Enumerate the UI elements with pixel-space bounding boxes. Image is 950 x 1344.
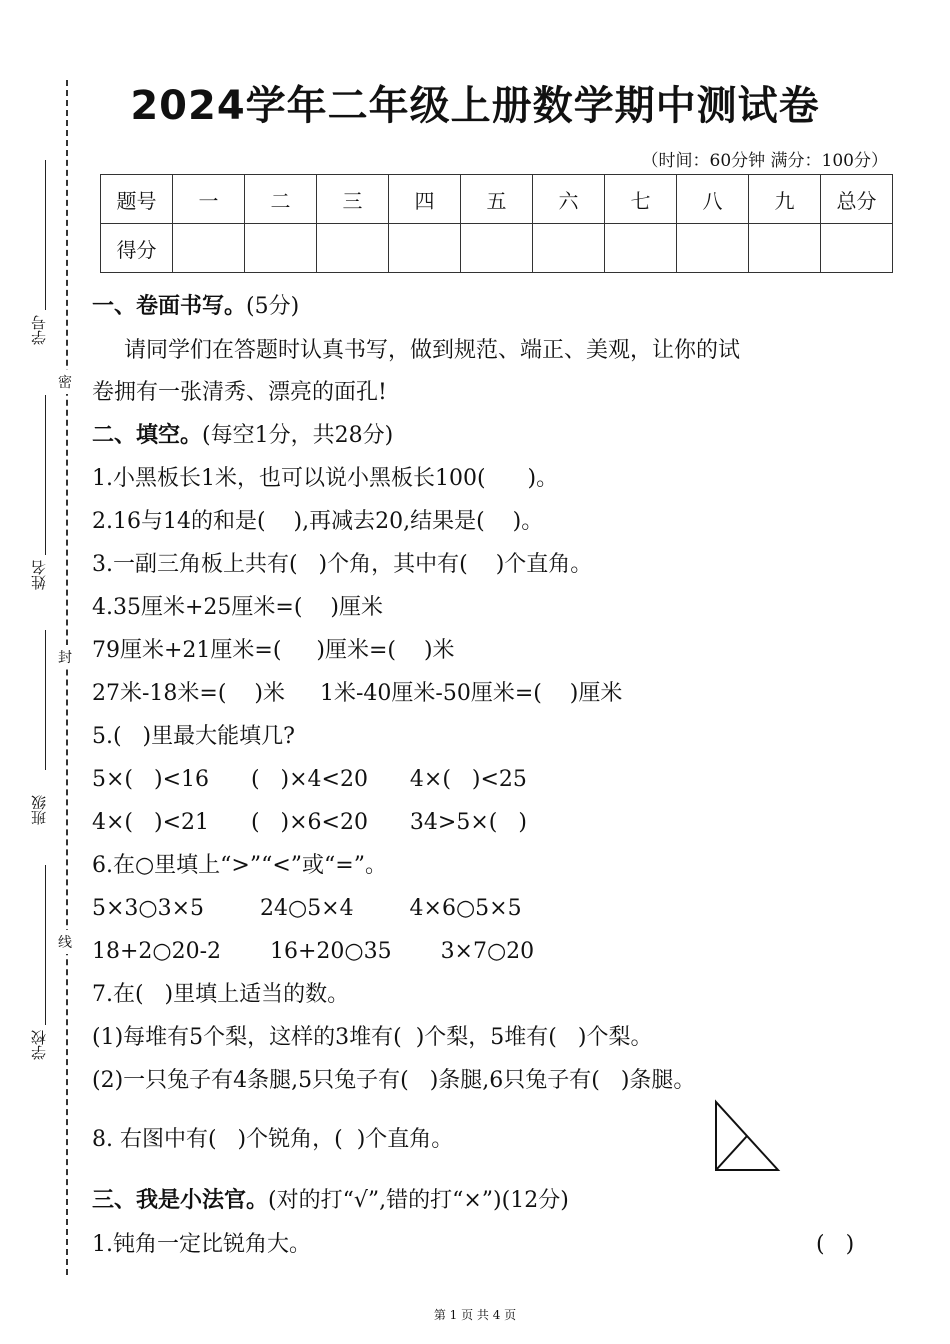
question-2-8: 8. 右图中有( )个锐角，( )个直角。 — [92, 1127, 454, 1152]
section2-points: (每空1分，共28分) — [202, 423, 394, 448]
section3-points: (对的打“√”,错的打“×”)(12分) — [268, 1188, 569, 1213]
class-label: 班级 — [30, 795, 48, 825]
table-header-cell: 三 — [317, 175, 389, 224]
question-2-3: 3.一副三角板上共有( )个角，其中有( )个直角。 — [92, 552, 593, 577]
table-header-cell: 五 — [461, 175, 533, 224]
section1-text-1: 请同学们在答题时认真书写，做到规范、端正、美观，让你的试 — [124, 338, 741, 363]
table-header-cell: 九 — [749, 175, 821, 224]
score-table — [100, 174, 893, 273]
score-cell[interactable] — [533, 224, 605, 273]
section3-heading: 三、我是小法官。 — [92, 1188, 269, 1213]
question-2-6a: 5×3○3×5 24○5×4 4×6○5×5 — [92, 896, 522, 921]
table-header-cell: 二 — [245, 175, 317, 224]
section2-heading: 二、填空。 — [92, 423, 203, 448]
question-2-6: 6.在○里填上“>”“<”或“=”。 — [92, 853, 387, 878]
section3-heading-line — [92, 1186, 569, 1216]
question-2-5: 5.( )里最大能填几? — [92, 724, 295, 749]
table-header-cell: 八 — [677, 175, 749, 224]
score-table-score-row — [101, 224, 893, 273]
seal-mi: 密 — [58, 370, 72, 394]
question-2-4a: 4.35厘米+25厘米=( )厘米 — [92, 595, 383, 620]
question-2-4b: 79厘米+21厘米=( )厘米=( )米 — [92, 638, 455, 663]
score-table-header-row — [101, 175, 893, 224]
section1-heading: 一、卷面书写。 — [92, 294, 247, 319]
score-row-label: 得分 — [101, 224, 173, 273]
score-cell[interactable] — [317, 224, 389, 273]
question-2-7: 7.在( )里填上适当的数。 — [92, 982, 350, 1007]
section1-points: (5分) — [246, 294, 300, 319]
school-label: 学校 — [30, 1030, 48, 1060]
question-3-1-bracket: ( ) — [816, 1232, 855, 1257]
score-cell[interactable] — [461, 224, 533, 273]
question-2-5b: 4×( )<21 ( )×6<20 34>5×( ) — [92, 810, 527, 835]
score-cell[interactable] — [605, 224, 677, 273]
question-2-2: 2.16与14的和是( ),再减去20,结果是( )。 — [92, 509, 544, 534]
name-label: 姓名 — [30, 560, 48, 590]
score-cell[interactable] — [677, 224, 749, 273]
table-header-cell: 七 — [605, 175, 677, 224]
time-info: （时间：60分钟 满分：100分） — [641, 151, 888, 171]
question-2-1: 1.小黑板长1米，也可以说小黑板长100( )。 — [92, 466, 559, 491]
table-header-cell: 题号 — [101, 175, 173, 224]
question-2-4c: 27米-18米=( )米 1米-40厘米-50厘米=( )厘米 — [92, 681, 623, 706]
question-2-7a: (1)每堆有5个梨，这样的3堆有( )个梨，5堆有( )个梨。 — [92, 1025, 653, 1050]
score-cell[interactable] — [389, 224, 461, 273]
score-cell[interactable] — [245, 224, 317, 273]
section1-text-2: 卷拥有一张清秀、漂亮的面孔! — [92, 380, 387, 405]
section2-heading-line — [92, 421, 393, 451]
section1-heading-line — [92, 292, 299, 322]
question-2-7b: (2)一只兔子有4条腿,5只兔子有( )条腿,6只兔子有( )条腿。 — [92, 1068, 696, 1093]
seal-feng: 封 — [58, 645, 72, 669]
question-2-5a: 5×( )<16 ( )×4<20 4×( )<25 — [92, 767, 527, 792]
table-header-cell: 总分 — [821, 175, 893, 224]
name-line — [45, 395, 46, 555]
school-line — [45, 865, 46, 1025]
binding-dashed-line — [66, 80, 68, 1275]
score-cell[interactable] — [173, 224, 245, 273]
score-cell[interactable] — [821, 224, 893, 273]
table-header-cell: 六 — [533, 175, 605, 224]
student-id-label: 学号 — [30, 315, 48, 345]
table-header-cell: 四 — [389, 175, 461, 224]
class-line — [45, 630, 46, 770]
table-header-cell: 一 — [173, 175, 245, 224]
page-footer: 第 1 页 共 4 页 — [433, 1308, 517, 1322]
question-2-6b: 18+2○20-2 16+20○35 3×7○20 — [92, 939, 535, 964]
triangle-figure — [712, 1098, 782, 1174]
question-3-1: 1.钝角一定比锐角大。 — [92, 1232, 311, 1257]
student-id-line — [45, 160, 46, 310]
score-cell[interactable] — [749, 224, 821, 273]
page-title: 2024学年二年级上册数学期中测试卷 — [130, 83, 820, 129]
seal-xian: 线 — [58, 930, 72, 954]
